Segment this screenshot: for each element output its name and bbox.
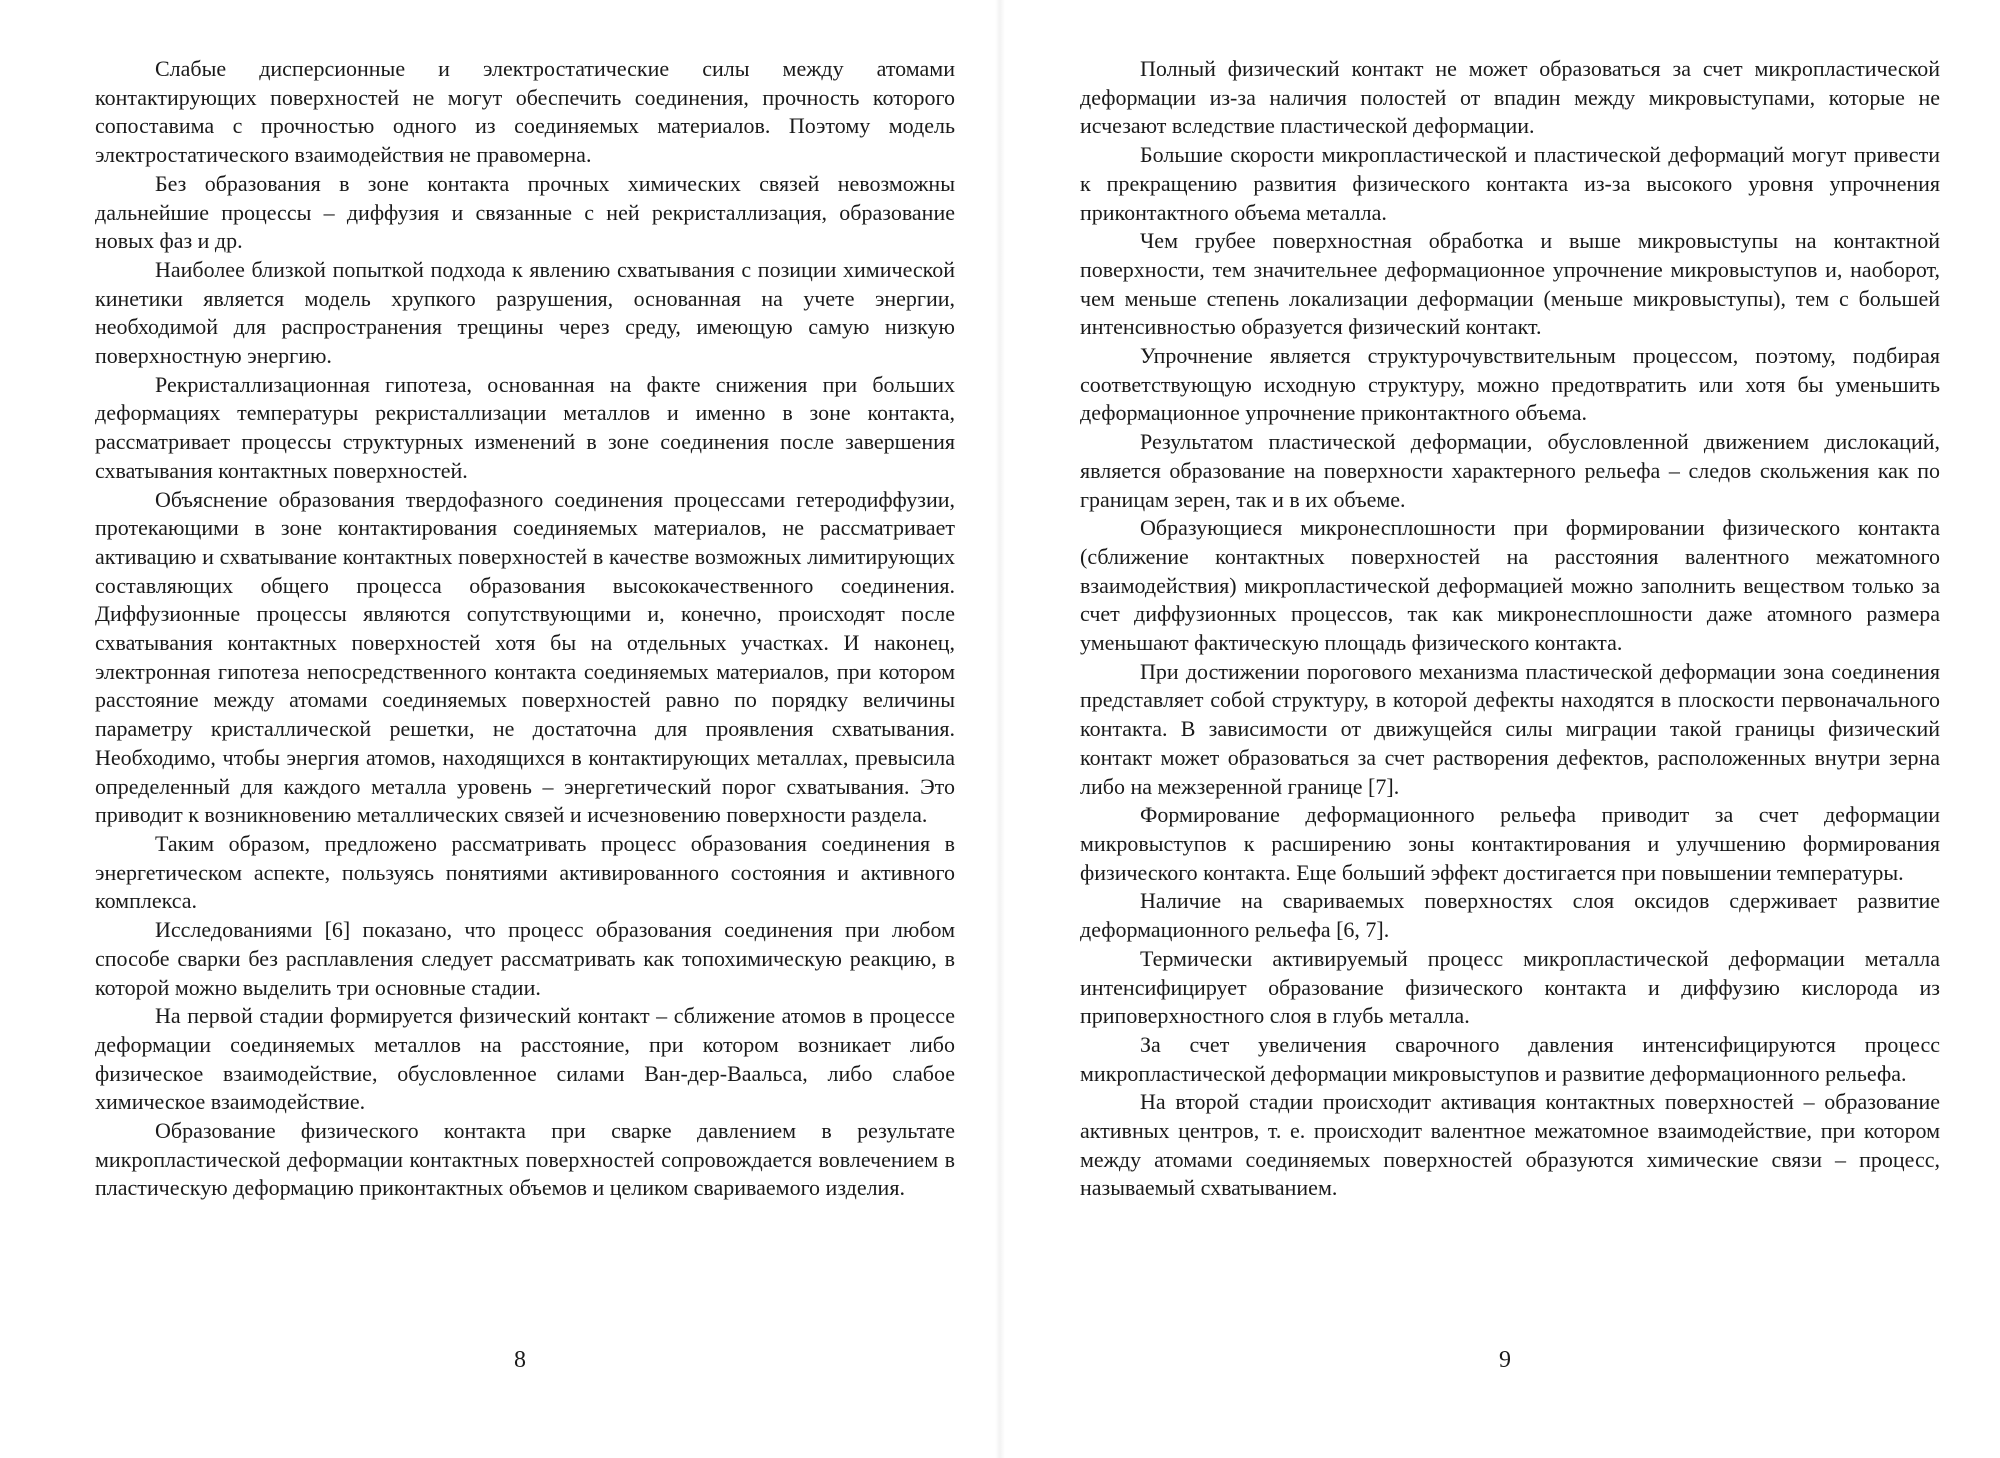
paragraph: Образование физического контакта при сварке давлением в результате микропластической деформации контактных поверхностей сопровождается вовлечением в пластическую деформацию приконтактных объемов и целиком свариваемого изделия. — [95, 1118, 955, 1201]
paragraph: Термически активируемый процесс микропластической деформации металла интенсифицирует образование физического контакта и диффузию кислорода из приповерхностного слоя в глубь металла. — [1080, 945, 1940, 1029]
paragraph: Большие скорости микропластической и пластической деформаций могут привести к прекращению развития физического контакта из-за высокого уровня упрочнения приконтактного объема металла. — [1080, 142, 1940, 225]
paragraph: Формирование деформационного рельефа приводит за счет деформации микровыступов к расширению зоны контактирования и улучшению формирования физического контакта. Еще больший эффект достигается при повышении температуры. — [1080, 802, 1940, 885]
paragraph: Слабые дисперсионные и электростатические силы между атомами контактирующих поверхностей не могут обеспечить соединения, прочность которого сопоставима с прочностью одного из соединяемых материалов. Поэтому модель электростатического взаимодействия не правомерна. — [95, 56, 955, 168]
paragraph: Наиболее близкой попыткой подхода к явлению схватывания с позиции химической кинетики является модель хрупкого разрушения, основанная на учете энергии, необходимой для распространения трещины через среду, имеющую самую низкую поверхностную энергию. — [95, 256, 955, 369]
paragraph: Упрочнение является структурочувствительным процессом, поэтому, подбирая соответствующую исходную структуру, можно предотвратить или хотя бы уменьшить деформационное упрочнение приконтактного объема. — [1080, 343, 1940, 426]
paragraph: Таким образом, предложено рассматривать процесс образования соединения в энергетическом аспекте, пользуясь понятиями активированного состояния и активного комплекса. — [95, 830, 955, 914]
paragraph: Исследованиями [6] показано, что процесс образования соединения при любом способе сварки без расплавления следует рассматривать как топохимическую реакцию, в которой можно выделить три основные стадии. — [95, 917, 955, 1000]
paragraph: На первой стадии формируется физический контакт – сближение атомов в процессе деформации соединяемых металлов на расстояние, при котором возникает либо физическое взаимодействие, обусловленное силами Ван-дер-Ваальса, либо слабое химическое взаимодействие. — [95, 1003, 955, 1115]
book-gutter — [995, 0, 1005, 1458]
paragraph: Образующиеся микронесплошности при формировании физического контакта (сближение контактных поверхностей на расстояния валентного межатомного взаимодействия) микропластической деформацией можно заполнить веществом только за счет диффузионных процессов, так как микронесплошности даже атомного размера уменьшают фактическую площадь физического контакта. — [1080, 515, 1940, 656]
left-page — [95, 55, 955, 1203]
right-page — [1080, 55, 1940, 1203]
paragraph: Без образования в зоне контакта прочных химических связей невозможны дальнейшие процессы – диффузия и связанные с ней рекристаллизация, образование новых фаз и др. — [95, 170, 955, 254]
paragraph: Наличие на свариваемых поверхностях слоя оксидов сдерживает развитие деформационного рельефа [6, 7]. — [1080, 888, 1940, 943]
paragraph: При достижении порогового механизма пластической деформации зона соединения представляет собой структуру, в которой дефекты находятся в плоскости первоначального контакта. В зависимости от движущейся силы миграции такой границы физический контакт может образоваться за счет растворения дефектов, расположенных внутри зерна либо на межзеренной границе [7]. — [1080, 658, 1940, 799]
paragraph: На второй стадии происходит активация контактных поверхностей – образование активных центров, т. е. происходит валентное межатомное взаимодействие, при котором между атомами соединяемых поверхностей образуются химические связи – процесс, называемый схватыванием. — [1080, 1089, 1940, 1201]
paragraph: Объяснение образования твердофазного соединения процессами гетеродиффузии, протекающими в зоне контактирования соединяемых материалов, не рассматривает активацию и схватывание контактных поверхностей в качестве возможных лимитирующих составляющих общего процесса образования высококачественного соединения. Диффузионные процессы являются сопутствующими и, конечно, происходят после схватывания контактных поверхностей хотя бы на отдельных участках. И наконец, электронная гипотеза непосредственного контакта соединяемых материалов, при котором расстояние между атомами соединяемых поверхностей равно по порядку величины параметру кристаллической решетки, не достаточна для проявления схватывания. Необходимо, чтобы энергия атомов, находящихся в контактирующих металлах, превысила определенный для каждого металла уровень – энергетический порог схватывания. Это приводит к возникновению металлических связей и исчезновению поверхности раздела. — [95, 486, 955, 828]
paragraph: Результатом пластической деформации, обусловленной движением дислокаций, является образование на поверхности характерного рельефа – следов скольжения как по границам зерен, так и в их объеме. — [1080, 429, 1940, 512]
page-number-right: 9 — [1499, 1347, 1511, 1373]
paragraph: Полный физический контакт не может образоваться за счет микропластической деформации из-за наличия полостей от впадин между микровыступами, которые не исчезают вследствие пластической деформации. — [1080, 56, 1940, 139]
page-number-left: 8 — [514, 1347, 526, 1373]
paragraph: За счет увеличения сварочного давления интенсифицируются процесс микропластической деформации микровыступов и развитие деформационного рельефа. — [1080, 1031, 1940, 1086]
paragraph: Рекристаллизационная гипотеза, основанная на факте снижения при больших деформациях температуры рекристаллизации металлов и именно в зоне контакта, рассматривает процессы структурных изменений в зоне соединения после завершения схватывания контактных поверхностей. — [95, 371, 955, 483]
paragraph: Чем грубее поверхностная обработка и выше микровыступы на контактной поверхности, тем значительнее деформационное упрочнение микровыступов и, наоборот, чем меньше степень локализации деформации (меньше микровыступы), тем с большей интенсивностью образуется физический контакт. — [1080, 228, 1940, 340]
